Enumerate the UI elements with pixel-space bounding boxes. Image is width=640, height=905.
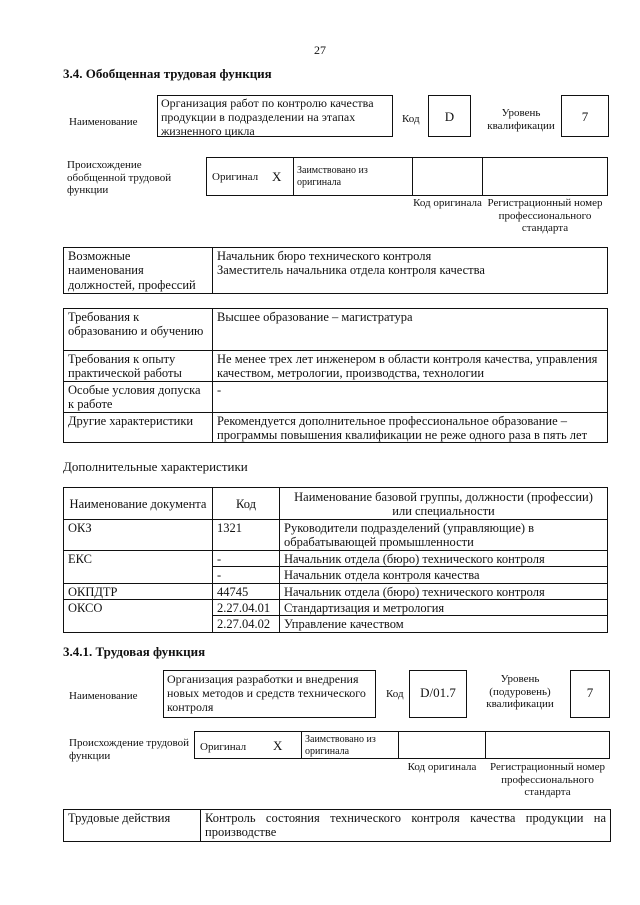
code-original-cell: [412, 157, 483, 196]
reg-number-label: Регистрационный номер профессионального стандарта: [487, 197, 603, 235]
code-cell: 44745: [213, 583, 280, 599]
actions-label: Трудовые действия: [64, 810, 201, 842]
borrowed-label: Заимствовано из оригинала: [297, 165, 368, 188]
name-label: Наименование: [69, 116, 138, 128]
positions-values: [213, 248, 608, 294]
code-cell: 2.27.04.01: [213, 599, 280, 615]
code-label: Код: [386, 688, 404, 700]
section-3-4-title: 3.4. Обобщенная трудовая функция: [63, 66, 272, 81]
table-row: [64, 583, 608, 599]
labor-actions-table: [63, 809, 611, 842]
doc-cell: [64, 616, 213, 632]
table-row: [64, 616, 608, 632]
original-mark: X: [273, 738, 283, 753]
req-value: Высшее образование – магистратура: [213, 309, 608, 351]
level-value: 7: [581, 109, 589, 124]
reg-number-label: Регистрационный номер профессионального стандарта: [489, 761, 606, 799]
doc-cell: [64, 567, 213, 583]
original-label: Оригинал: [212, 171, 259, 183]
name-cell: Начальник отдела (бюро) технического контроля: [280, 550, 608, 566]
name-label: Наименование: [69, 690, 138, 702]
req-label: Особые условия допуска к работе: [64, 381, 213, 412]
requirements-table: [63, 308, 608, 443]
header-code: Код: [213, 488, 280, 520]
code-cell: -: [213, 567, 280, 583]
code-cell: 1321: [213, 520, 280, 551]
name-cell: Начальник отдела контроля качества: [280, 567, 608, 583]
labor-function-name: Организация разработки и внедрения новых методов и средств технического контроля: [167, 672, 366, 714]
level-label: Уровень (подуровень) квалификации: [486, 673, 554, 711]
code-original-label: Код оригинала: [407, 761, 477, 773]
req-label: Другие характеристики: [64, 412, 213, 443]
name-cell: Руководители подразделений (управляющие) в обрабатывающей промышленности: [280, 520, 608, 551]
table-row: [64, 520, 608, 551]
doc-cell: ОКПДТР: [64, 583, 213, 599]
page-number: 27: [314, 43, 326, 57]
origin-label: Происхождение трудовой функции: [69, 737, 190, 762]
req-value: Не менее трех лет инженером в области контроля качества, управления качеством, метрологии, производства, технологии: [213, 351, 608, 382]
reg-number-cell: [485, 731, 610, 759]
code-value: D: [444, 109, 455, 124]
code-cell: 2.27.04.02: [213, 616, 280, 632]
req-label: Требования к опыту практической работы: [64, 351, 213, 382]
code-label: Код: [402, 113, 420, 125]
additional-title: Дополнительные характеристики: [63, 459, 248, 474]
reg-number-cell: [482, 157, 608, 196]
req-value: Рекомендуется дополнительное профессиональное образование – программы повышения квалификации не реже одного раза в пять лет: [213, 412, 608, 443]
doc-cell: ОКЗ: [64, 520, 213, 551]
header-document: Наименование документа: [64, 488, 213, 520]
code-original-cell: [398, 731, 486, 759]
doc-cell: ОКСО: [64, 599, 213, 615]
header-name: Наименование базовой группы, должности (профессии) или специальности: [280, 488, 608, 520]
doc-cell: ЕКС: [64, 550, 213, 566]
generalized-function-name: Организация работ по контролю качества продукции в подразделении на этапах жизненного цикла: [161, 96, 374, 138]
table-row: [64, 599, 608, 615]
borrowed-label: Заимствовано из оригинала: [305, 734, 376, 757]
position-item: Начальник бюро технического контроля: [217, 249, 432, 263]
table-row: [64, 550, 608, 566]
name-cell: Управление качеством: [280, 616, 608, 632]
req-value: -: [213, 381, 608, 412]
level-label: Уровень квалификации: [487, 107, 555, 132]
code-value: D/01.7: [420, 685, 456, 700]
name-cell: Стандартизация и метрология: [280, 599, 608, 615]
additional-table: [63, 487, 608, 633]
original-mark: X: [272, 169, 282, 184]
req-label: Требования к образованию и обучению: [64, 309, 213, 351]
origin-label: Происхождение обобщенной трудовой функции: [67, 159, 172, 197]
original-label: Оригинал: [200, 741, 247, 753]
code-original-label: Код оригинала: [413, 197, 482, 209]
code-cell: -: [213, 550, 280, 566]
actions-value: Контроль состояния технического контроля качества продукции на производстве: [201, 810, 611, 842]
level-value: 7: [586, 685, 594, 700]
table-row: [64, 567, 608, 583]
name-cell: Начальник отдела (бюро) технического контроля: [280, 583, 608, 599]
position-item: Заместитель начальника отдела контроля качества: [217, 263, 485, 278]
section-3-4-1-title: 3.4.1. Трудовая функция: [63, 644, 206, 659]
positions-table: [63, 247, 608, 294]
positions-label: Возможные наименования должностей, профессий: [64, 248, 213, 294]
